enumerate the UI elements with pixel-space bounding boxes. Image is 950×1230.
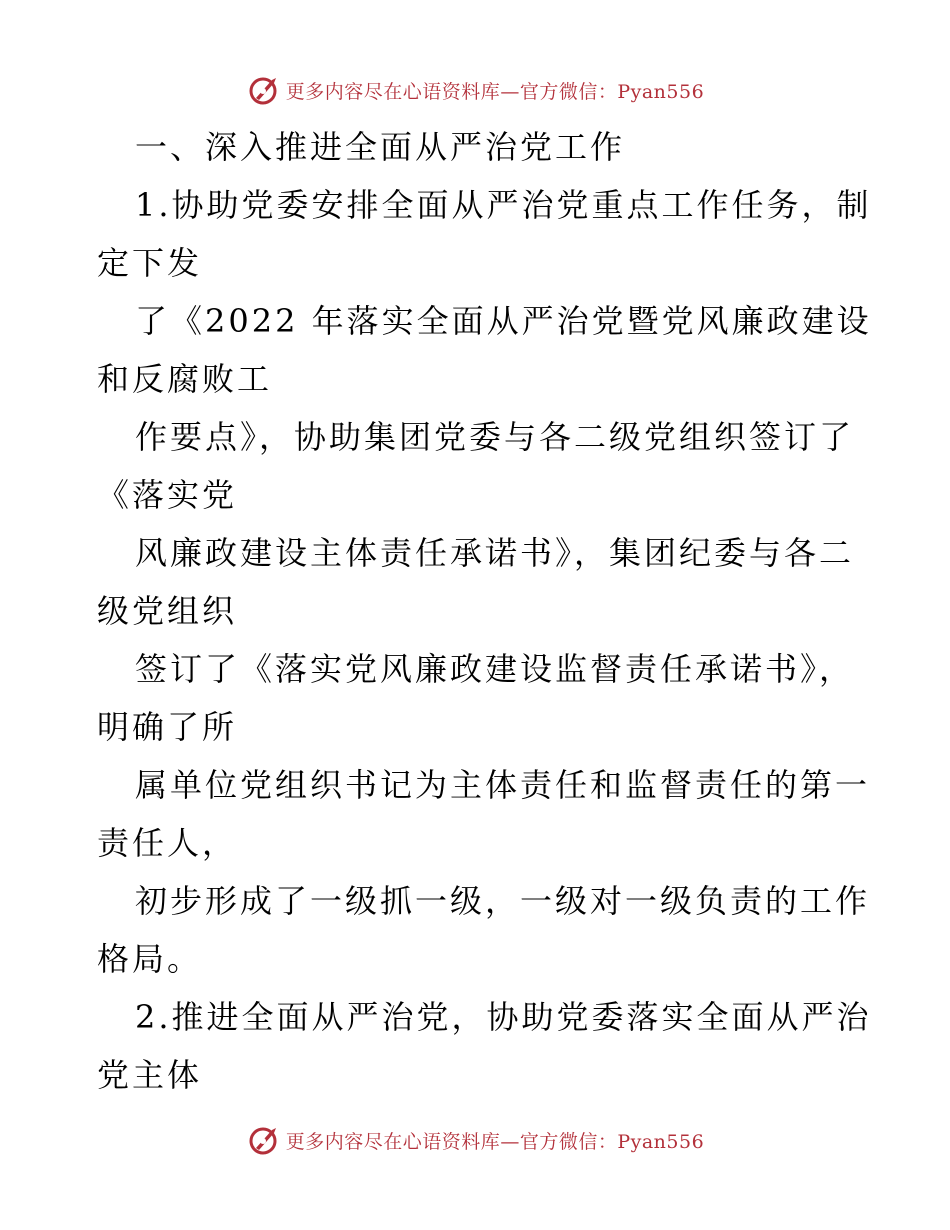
text-line: 和反腐败工: [97, 360, 273, 398]
text-line: 格局。: [97, 940, 203, 978]
text-line: 一、深入推进全面从严治党工作: [135, 128, 626, 166]
text-line: 责任人，: [97, 824, 238, 862]
banner-main-text: 更多内容尽在心语资料库: [285, 1130, 501, 1153]
banner-wechat-id: Pyan556: [617, 80, 705, 103]
text-line: 作要点》，协助集团党委与各二级党组织签订了: [135, 418, 855, 456]
text-line: 属单位党组织书记为主体责任和监督责任的第一: [135, 766, 871, 804]
text-line: 1.协助党委安排全面从严治党重点工作任务，制: [135, 186, 872, 224]
text-line: 明确了所: [97, 708, 238, 746]
banner-wechat-label: 官方微信：: [519, 80, 618, 103]
document-body: [97, 118, 872, 1104]
text-line: 定下发: [97, 244, 203, 282]
quill-pen-logo-icon: [246, 1122, 282, 1158]
text-line: 了《2022 年落实全面从严治党暨党风廉政建设: [135, 302, 872, 340]
header-banner: [0, 70, 950, 110]
banner-text: [286, 1127, 704, 1154]
text-line: 党主体: [97, 1056, 203, 1094]
banner-separator: —: [500, 1130, 520, 1153]
text-line: 初步形成了一级抓一级，一级对一级负责的工作: [135, 882, 871, 920]
banner-text: [286, 77, 704, 104]
text-line: 《落实党: [97, 476, 238, 514]
banner-separator: —: [500, 80, 520, 103]
text-line: 风廉政建设主体责任承诺书》，集团纪委与各二: [135, 534, 855, 572]
text-line: 2.推进全面从严治党，协助党委落实全面从严治: [135, 998, 872, 1036]
banner-wechat-label: 官方微信：: [519, 1130, 618, 1153]
text-line: 签订了《落实党风廉政建设监督责任承诺书》，: [135, 650, 855, 688]
banner-wechat-id: Pyan556: [617, 1130, 705, 1153]
quill-pen-logo-icon: [246, 72, 282, 108]
text-line: 级党组织: [97, 592, 238, 630]
footer-banner: [0, 1120, 950, 1160]
banner-main-text: 更多内容尽在心语资料库: [285, 80, 501, 103]
